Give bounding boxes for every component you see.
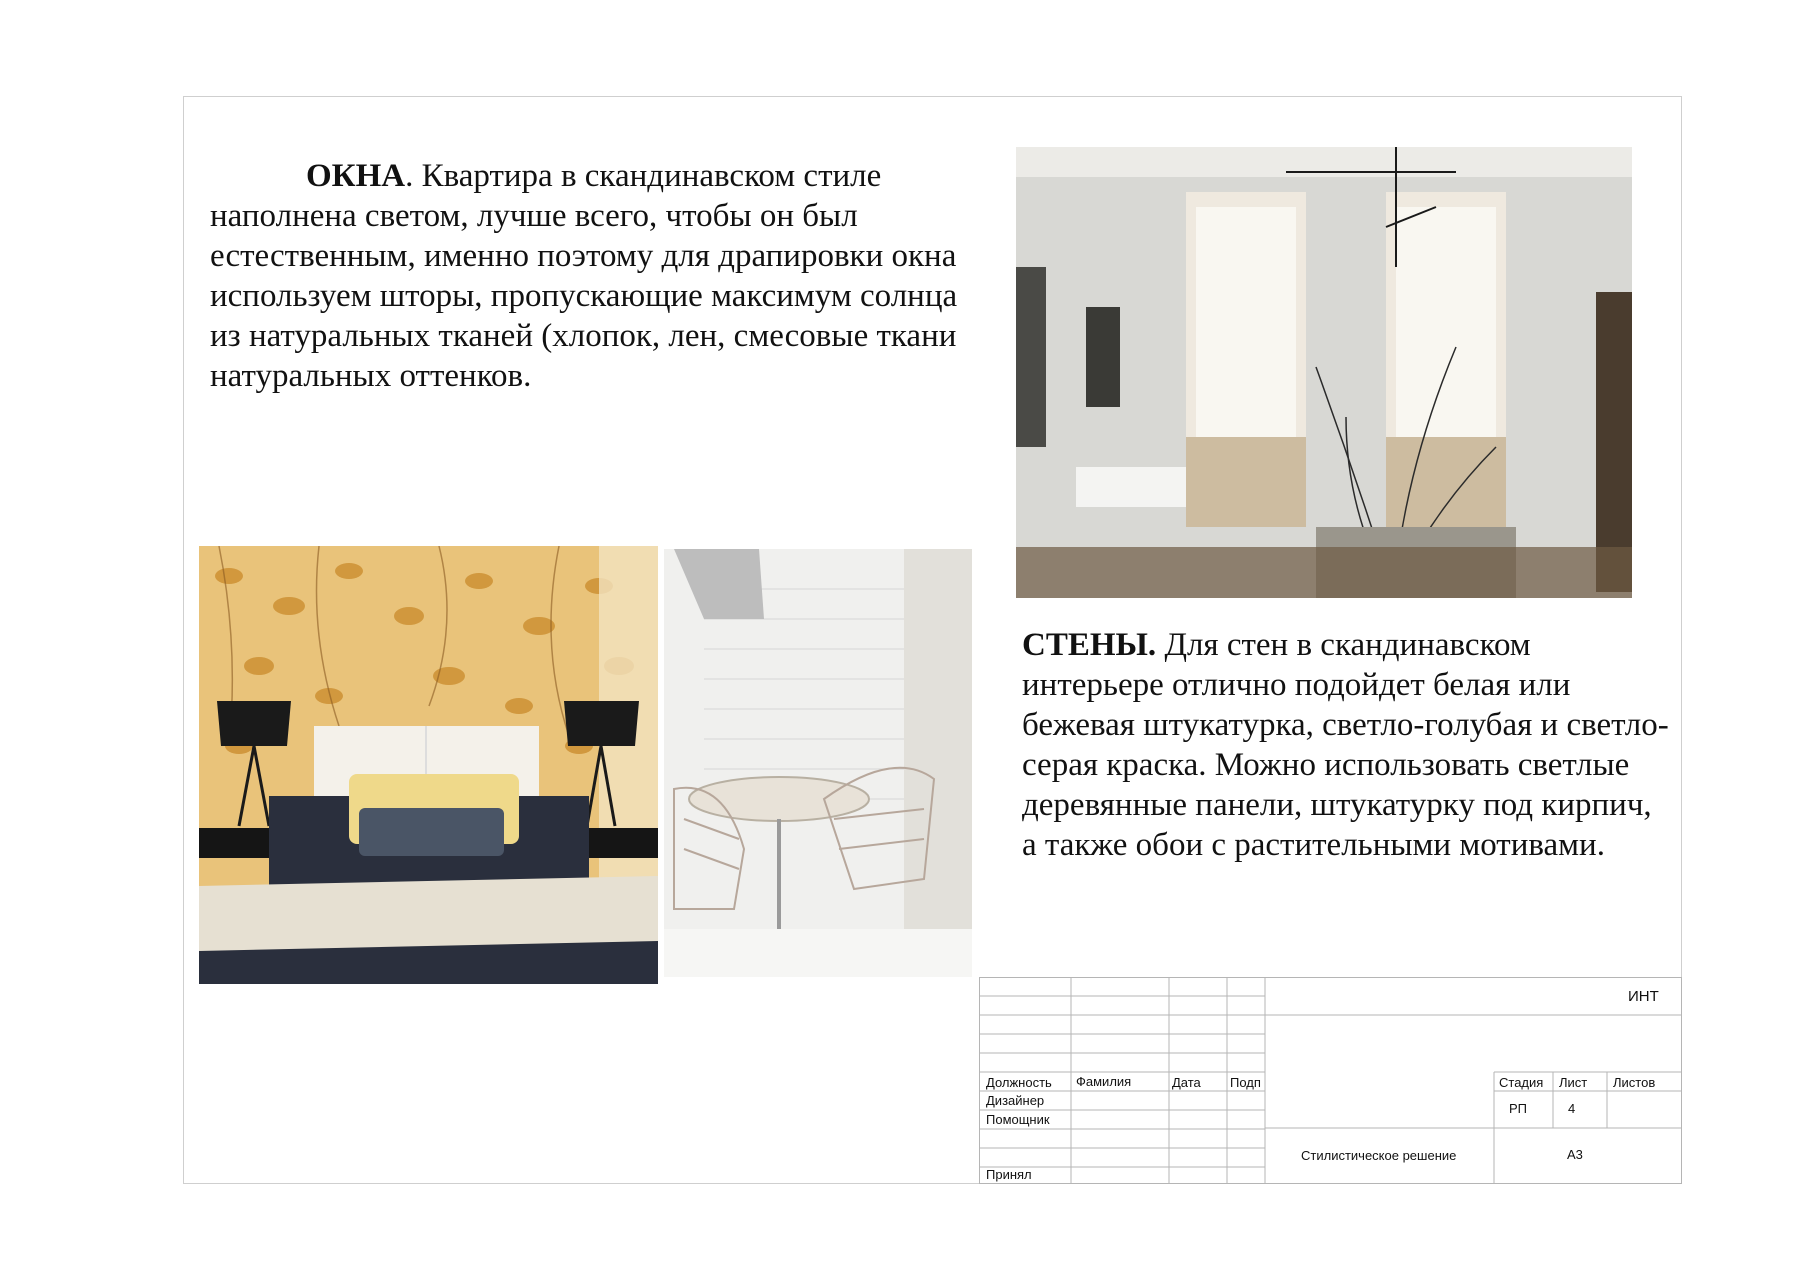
- signature-header: Подп: [1230, 1075, 1261, 1090]
- sheet-format: А3: [1567, 1147, 1583, 1162]
- windows-paragraph: [210, 156, 970, 396]
- position-header: Должность: [986, 1075, 1052, 1090]
- title-block: [979, 977, 1682, 1184]
- sheet-number: 4: [1568, 1101, 1576, 1116]
- windows-heading: ОКНА: [306, 158, 406, 194]
- stage-value: РП: [1509, 1101, 1528, 1116]
- approved-role: Принял: [986, 1167, 1032, 1182]
- date-header: Дата: [1172, 1075, 1201, 1090]
- sheets-header: Листов: [1613, 1075, 1656, 1090]
- drawing-title: Стилистическое решение: [1301, 1148, 1457, 1163]
- designer-role: Дизайнер: [986, 1093, 1045, 1108]
- walls-heading: СТЕНЫ.: [1022, 627, 1157, 663]
- project-code: ИНТ: [1628, 988, 1659, 1005]
- dining-photo: [664, 549, 972, 977]
- bedroom-photo: [199, 546, 658, 984]
- stage-header: Стадия: [1499, 1075, 1544, 1090]
- window-room-photo: [1016, 147, 1632, 598]
- surname-header: Фамилия: [1076, 1074, 1132, 1089]
- walls-body: Для стен в скандинавском интерьере отлично подойдет белая или бежевая штукатурка, светло-голубая и светло-серая краска. Можно использовать светлые деревянные панели, штукатурку под кирпич, а также обои с растительными мотивами.: [1022, 627, 1669, 863]
- sheet-header: Лист: [1559, 1075, 1588, 1090]
- assistant-role: Помощник: [986, 1112, 1050, 1127]
- walls-paragraph: [1022, 625, 1672, 865]
- windows-body: . Квартира в скандинавском стиле наполнена светом, лучше всего, чтобы он был естественным, именно поэтому для драпировки окна используем шторы, пропускающие максимум солнца из натуральных тканей (хлопок, лен, смесовые ткани натуральных оттенков.: [210, 158, 958, 394]
